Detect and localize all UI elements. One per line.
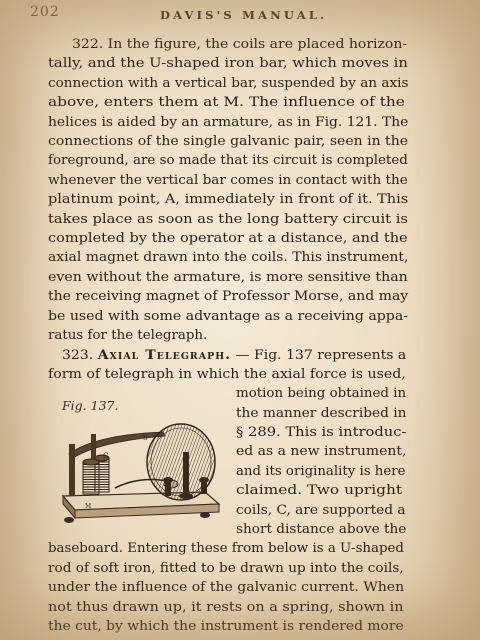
figure-letter-s: S bbox=[143, 434, 148, 442]
paragraph-323-line: baseboard. Entering these from below is a U-shaped bbox=[48, 541, 404, 557]
paragraph-323-line: rod of soft iron, fitted to be drawn up into the coils, bbox=[48, 560, 404, 576]
paragraph-323-line: not thus drawn up, it rests on a spring, shown in bbox=[48, 599, 404, 615]
section-first-line-rest: — Fig. 137 represents a bbox=[231, 348, 407, 364]
page-header bbox=[30, 4, 470, 26]
paragraph-322-line: axial magnet drawn into the coils. This instrument, bbox=[48, 250, 409, 266]
paragraph-322-line: whenever the vertical bar comes in contact with the bbox=[48, 172, 408, 188]
paragraph-322-line: ratus for the telegraph. bbox=[48, 328, 208, 343]
paragraph-323-narrow-line: motion being obtained in bbox=[236, 386, 407, 402]
figure-caption: Fig. 137. bbox=[62, 398, 119, 413]
paragraph-322-line: connection with a vertical bar, suspended by an axis bbox=[48, 75, 409, 91]
paragraph-323-narrow-line: short distance above the bbox=[236, 522, 407, 537]
paragraph-322-line: tally, and the U-shaped iron bar, which moves in bbox=[48, 56, 408, 72]
paragraph-322-line: the receiving magnet of Professor Morse, and may bbox=[48, 289, 409, 305]
paragraph-322-line: helices is aided by an armature, as in Fig. 121. The bbox=[48, 114, 409, 130]
paragraph-323-line: under the influence of the galvanic current. When bbox=[48, 580, 405, 596]
paragraph-322-line: above, enters them at M. The influence of the bbox=[48, 95, 405, 111]
paragraph-323-narrow-line: claimed. Two upright bbox=[236, 483, 403, 499]
paragraph-323-line: the cut, by which the instrument is rendered more bbox=[48, 619, 404, 634]
coils bbox=[83, 455, 109, 494]
page-number: 202 bbox=[30, 4, 60, 20]
paragraph-322-line: takes place as soon as the long battery circuit is bbox=[48, 211, 408, 227]
paragraph-322-line: be used with some advantage as a receiving appa- bbox=[48, 308, 408, 324]
paragraph-323-narrow-line: and its originality is here bbox=[236, 463, 406, 479]
paragraph-322-line: even without the armature, is more sensitive than bbox=[48, 269, 408, 285]
paragraph-323-narrow-line: § 289. This is introduc- bbox=[236, 425, 407, 440]
paragraph-323-line: form of telegraph in which the axial force is used, bbox=[48, 366, 406, 382]
figure-137-axial-telegraph bbox=[55, 396, 235, 531]
paragraph-322-line: 322. In the figure, the coils are placed horizon- bbox=[72, 37, 408, 52]
paragraph-323-first-line bbox=[62, 346, 406, 365]
section-number: 323. bbox=[62, 348, 98, 364]
figure-letter-c: C bbox=[103, 452, 109, 460]
running-head: DAVIS'S MANUAL. bbox=[160, 8, 328, 22]
paragraph-323-narrow-line: ed as a new instrument, bbox=[236, 444, 407, 460]
figure-letter-m: M bbox=[85, 503, 92, 510]
paragraph-322-line: platinum point, A, immediately in front of it. This bbox=[48, 192, 409, 208]
section-heading: Axial Telegraph. bbox=[97, 347, 232, 364]
paragraph-322-line: completed by the operator at a distance, and the bbox=[48, 231, 408, 246]
paragraph-322-line: foreground, are so made that its circuit is completed bbox=[48, 153, 408, 169]
paragraph-323-narrow-line: coils, C, are supported a bbox=[236, 502, 406, 518]
paragraph-323-narrow-line: the manner described in bbox=[236, 405, 407, 421]
paragraph-322-line: connections of the single galvanic pair, seen in the bbox=[48, 134, 409, 149]
